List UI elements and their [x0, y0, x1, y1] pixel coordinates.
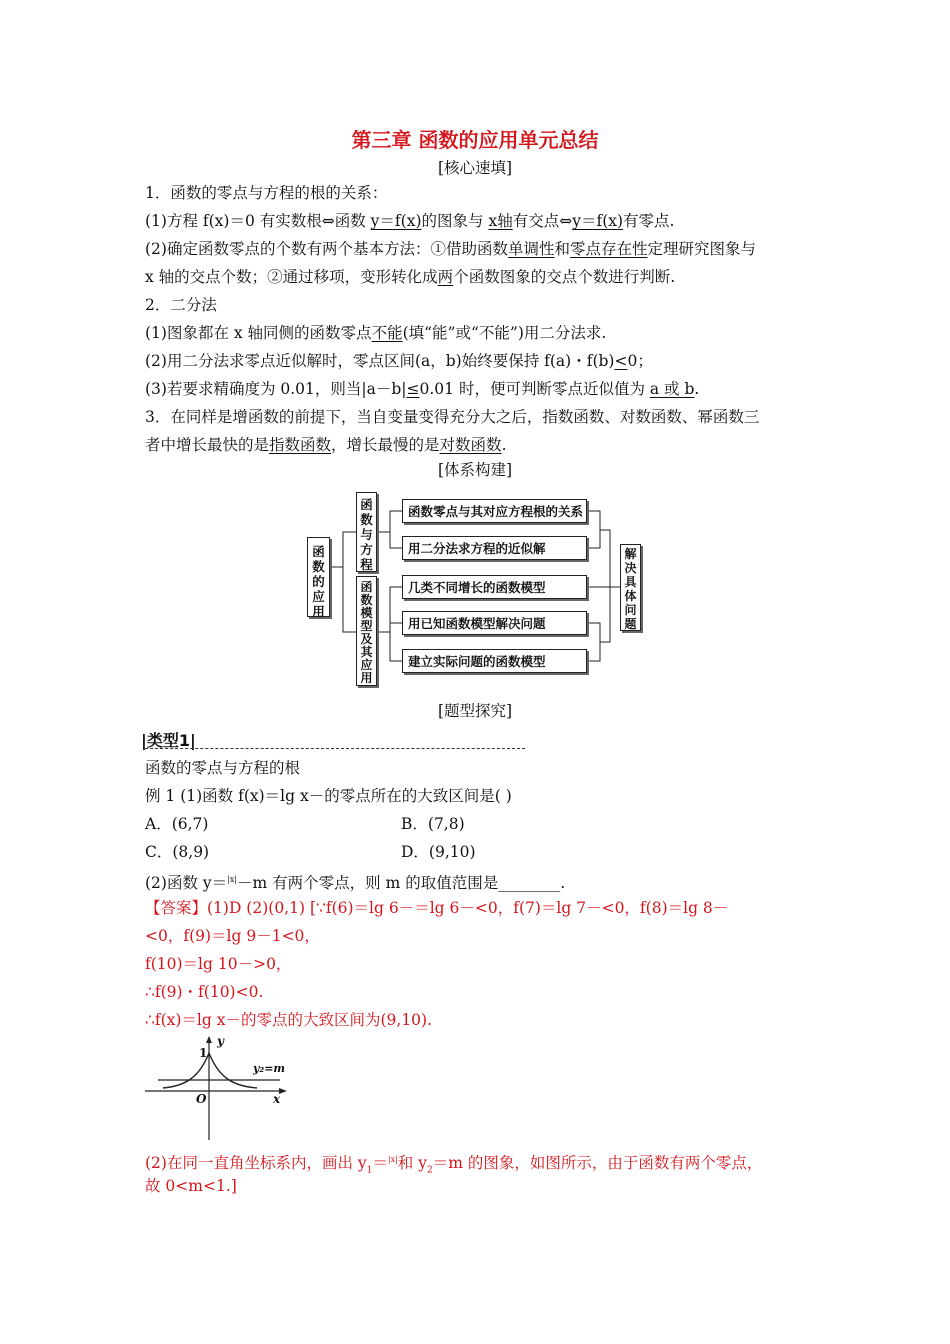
- option-a: A．(6,7): [145, 815, 209, 833]
- x-arrow: [279, 1088, 287, 1094]
- example-q1: 例 1 (1)函数 f(x)＝lg x－的零点所在的大致区间是( ): [145, 787, 512, 805]
- example-q2: (2)函数 y＝$^{|x|}$－m 有两个零点，则 m 的取值范围是________.: [145, 874, 566, 893]
- diagram-leaf-5: 建立实际问题的函数模型: [402, 649, 587, 673]
- core-p3-cont: 者中增长最快的是指数函数，增长最慢的是对数函数.: [145, 436, 507, 454]
- answer-line-7: 故 0<m<1.]: [145, 1177, 237, 1195]
- diagram-branch-models: 函 数 模 型 及 其 应 用: [356, 576, 377, 686]
- answer-line-1: 【答案】(1)D (2)(0,1) [∵f(6)＝lg 6－＝lg 6－<0，f(7)＝lg 7－<0，f(8)＝lg 8－: [145, 899, 729, 917]
- section-system-heading: [体系构建]: [437, 461, 513, 479]
- diagram-target: 解 决 具 体 问 题: [620, 544, 641, 631]
- diagram-root: 函 数 的 应 用: [307, 537, 330, 617]
- core-p1-2: (2)确定函数零点的个数有两个基本方法：①借助函数单调性和零点存在性定理研究图象与: [145, 240, 757, 258]
- page-title: 第三章 函数的应用单元总结: [351, 128, 599, 152]
- core-p1-1: (1)方程 f(x)＝0 有实数根⇔函数 y＝f(x)的图象与 x轴有交点⇔y＝f(x)有零点.: [145, 212, 675, 230]
- type-divider: [145, 748, 525, 749]
- option-d: D．(9,10): [401, 843, 476, 861]
- core-p2-3: (3)若要求精确度为 0.01，则当|a－b|≤0.01 时，便可判断零点近似值为 a 或 b.: [145, 380, 700, 398]
- answer-line-6: (2)在同一直角坐标系内，画出 $y_1=^{|x|}$和 $y_2=m$ 的图象，如图所示，由于函数有两个零点，: [145, 1154, 763, 1176]
- graph-line-label: y₂=m: [253, 1062, 286, 1075]
- core-p3: 3．在同样是增函数的前提下，当自变量变得充分大之后，指数函数、对数函数、幂函数三: [145, 408, 760, 426]
- answer-line-2: <0，f(9)＝lg 9－1<0，: [145, 927, 320, 945]
- diagram-leaf-1: 函数零点与其对应方程根的关系: [402, 499, 587, 523]
- diagram-leaf-4: 用已知函数模型解决问题: [402, 611, 587, 635]
- diagram-leaf-2: 用二分法求方程的近似解: [402, 536, 587, 560]
- option-b: B．(7,8): [401, 815, 465, 833]
- diagram-branch-equations: 函 数 与 方 程: [356, 492, 377, 572]
- graph-one: 1: [199, 1046, 208, 1060]
- answer-line-5: ∴f(x)＝lg x－的零点的大致区间为(9,10).: [145, 1011, 433, 1029]
- core-p1-head: 1．函数的零点与方程的根的关系：: [145, 184, 388, 202]
- section-core-heading: [核心速填]: [437, 159, 513, 177]
- graph-origin: O: [196, 1092, 207, 1106]
- answer-line-4: ∴f(9)・f(10)<0.: [145, 983, 264, 1001]
- core-p2-1: (1)图象都在 x 轴同侧的函数零点不能(填“能”或“不能”)用二分法求.: [145, 324, 607, 342]
- type-label: |类型1|: [141, 731, 196, 750]
- y-arrow: [206, 1036, 212, 1043]
- core-p1-2-cont: x 轴的交点个数；②通过移项，变形转化成两个函数图象的交点个数进行判断.: [145, 268, 676, 286]
- answer-line-3: f(10)＝lg 10－>0，: [145, 955, 292, 973]
- option-c: C．(8,9): [145, 843, 210, 861]
- section-explore-heading: [题型探究]: [437, 702, 513, 720]
- graph-y-label: y: [217, 1034, 224, 1048]
- answer-graph: [145, 1036, 295, 1141]
- core-p2-head: 2．二分法: [145, 296, 217, 314]
- core-p2-2: (2)用二分法求零点近似解时，零点区间(a，b)始终要保持 f(a)・f(b)<0；: [145, 352, 653, 370]
- graph-svg: [145, 1036, 295, 1141]
- diagram-leaf-3: 几类不同增长的函数模型: [402, 575, 587, 599]
- curve-y1: [163, 1053, 257, 1088]
- graph-x-label: x: [273, 1092, 281, 1106]
- type-title: 函数的零点与方程的根: [145, 759, 301, 777]
